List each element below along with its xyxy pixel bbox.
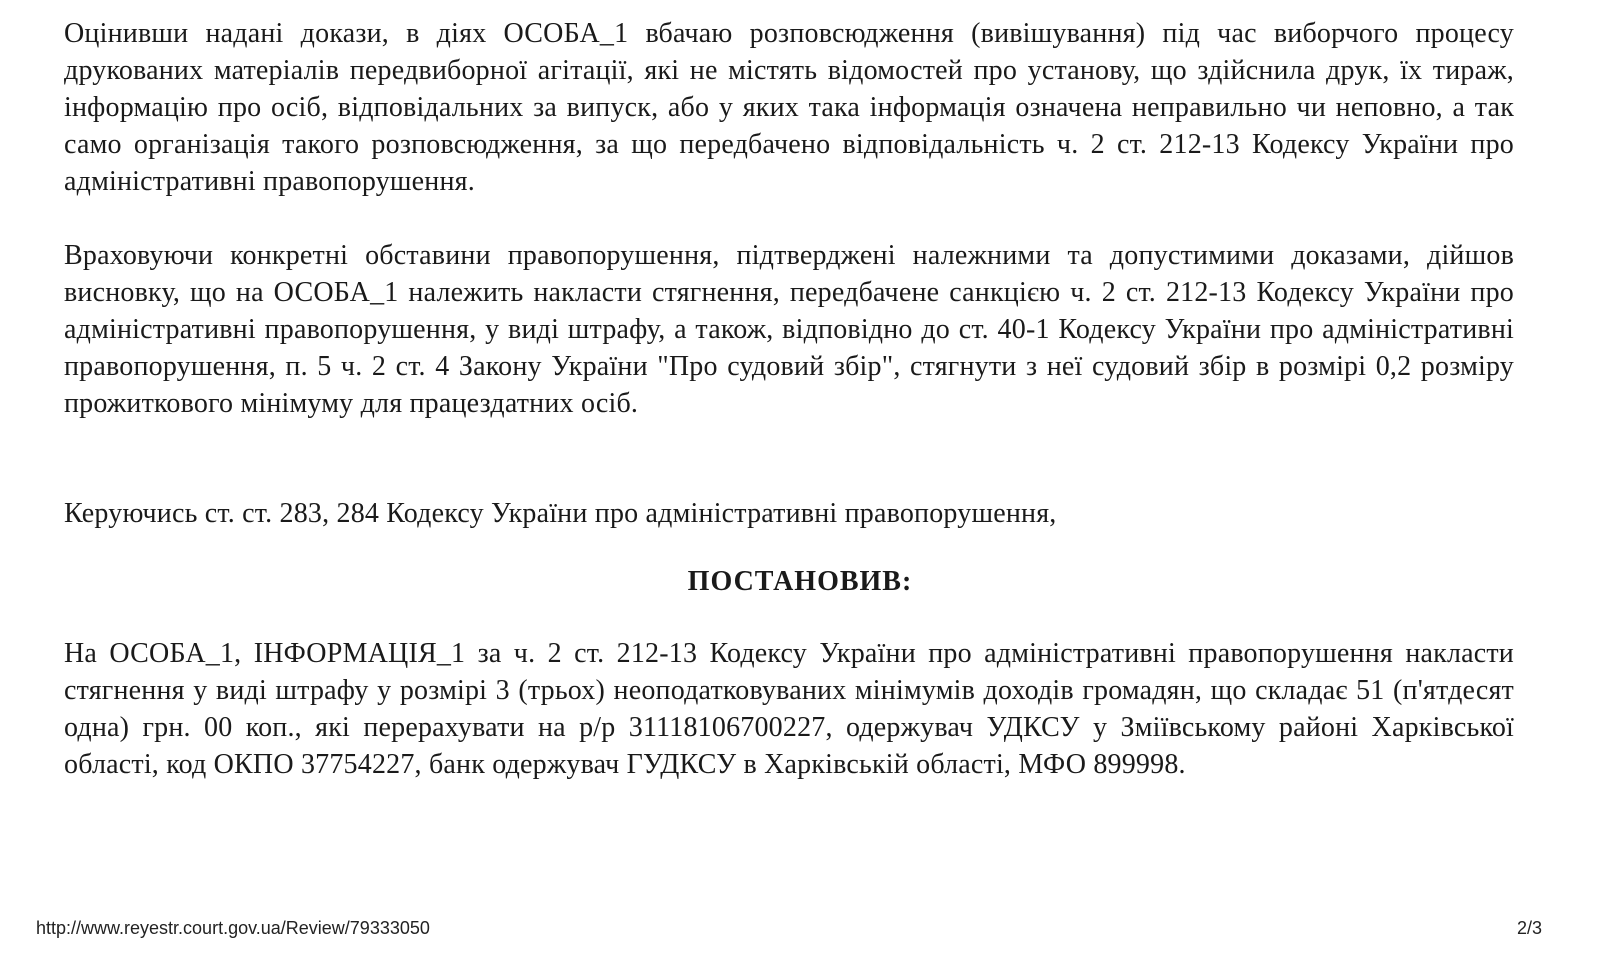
- paragraph-assessment: Оцінивши надані докази, в діях ОСОБА_1 вбачаю розповсюдження (вивішування) під час виборчого процесу друкованих матеріалів передвиборної агітації, які не містять відомостей про установу, що здійснила друк, їх тираж, інформацію про осіб, відповідальних за випуск, або у яких така інформація означена неправильно чи неповно, а так само організація такого розповсюдження, за що передбачено відповідальність ч. 2 ст. 212-13 Кодексу України про адміністративні правопорушення.: [64, 18, 1514, 197]
- page-number: 2/3: [1516, 918, 1542, 938]
- paragraph-conclusion: Враховуючи конкретні обставини правопорушення, підтверджені належними та допустимими доказами, дійшов висновку, що на ОСОБА_1 належить накласти стягнення, передбачене санкцією ч. 2 ст. 212-13 Кодексу України про адміністративні правопорушення, у виді штрафу, а також, відповідно до ст. 40-1 Кодексу України про адміністративні правопорушення, п. 5 ч. 2 ст. 4 Закону України "Про судовий збір", стягнути з неї судовий збір в розмірі 0,2 розміру прожиткового мінімуму для працездатних осіб.: [64, 240, 1514, 419]
- footer-url: http://www.reyestr.court.gov.ua/Review/79333050: [36, 918, 430, 938]
- paragraph-resolution: На ОСОБА_1, ІНФОРМАЦІЯ_1 за ч. 2 ст. 212-13 Кодексу України про адміністративні правопорушення накласти стягнення у виді штрафу у розмірі 3 (трьох) неоподатковуваних мінімумів доходів громадян, що складає 51 (п'ятдесят одна) грн. 00 коп., які перерахувати на р/р 31118106700227, одержувач УДКСУ у Зміївському районі Харківської області, код ОКПО 37754227, банк одержувач ГУДКСУ в Харківській області, МФО 899998.: [64, 638, 1514, 780]
- paragraph-legal-basis: Керуючись ст. ст. 283, 284 Кодексу України про адміністративні правопорушення,: [64, 498, 1057, 529]
- resolution-heading: ПОСТАНОВИВ:: [687, 566, 913, 597]
